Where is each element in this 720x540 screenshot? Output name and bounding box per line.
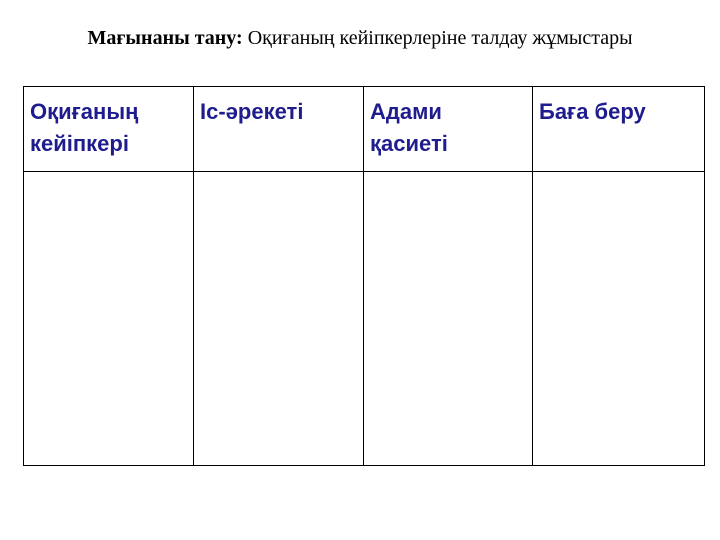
analysis-table bbox=[23, 86, 705, 466]
table-cell-action bbox=[194, 172, 364, 466]
slide-heading bbox=[0, 27, 720, 50]
table-cell-character bbox=[24, 172, 194, 466]
column-header-evaluation: Баға беру bbox=[533, 87, 705, 172]
table-row bbox=[24, 172, 705, 466]
table-cell-evaluation bbox=[533, 172, 705, 466]
column-header-human-quality: Адами қасиеті bbox=[364, 87, 533, 172]
heading-text: Оқиғаның кейіпкерлеріне талдау жұмыстары bbox=[247, 27, 633, 49]
column-header-action: Іс-әрекеті bbox=[194, 87, 364, 172]
table-header-row bbox=[24, 87, 705, 172]
table-cell-human-quality bbox=[364, 172, 533, 466]
column-header-character: Оқиғаның кейіпкері bbox=[24, 87, 194, 172]
heading-lead: Мағынаны тану: bbox=[87, 27, 243, 49]
